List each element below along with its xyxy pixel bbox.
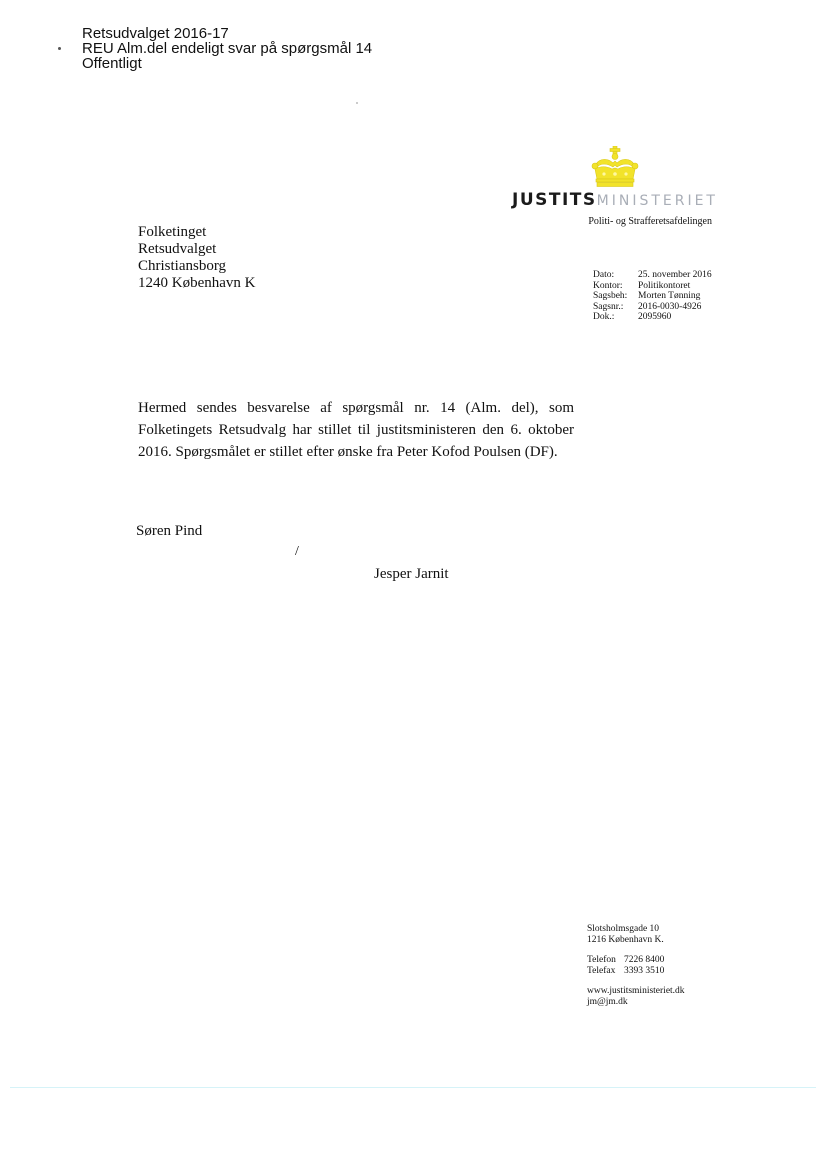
meta-row — [593, 302, 712, 313]
meta-label: Dato: — [593, 270, 615, 280]
recipient-line: 1240 København K — [138, 275, 256, 291]
scan-speck — [356, 102, 358, 104]
ministry-wordmark — [512, 190, 718, 211]
recipient-line: Christiansborg — [138, 258, 227, 274]
meta-label: Sagsbeh: — [593, 291, 628, 301]
department-name: Politi- og Strafferetsafdelingen — [588, 216, 712, 227]
minister-signature: Søren Pind — [136, 523, 203, 539]
document-stamp — [82, 26, 372, 71]
fax-value: 3393 3510 — [624, 966, 665, 976]
stamp-committee: Retsudvalget 2016-17 — [82, 25, 229, 42]
meta-value: 2016-0030-4926 — [638, 301, 702, 312]
signature-separator: / — [295, 544, 299, 559]
ministry-contact — [587, 924, 685, 1008]
meta-row — [593, 270, 712, 281]
email-link[interactable]: jm@jm.dk — [587, 997, 628, 1007]
letter-body: Hermed sendes besvarelse af spørgsmål nr. 14 (Alm. del), som Folketingets Retsudvalg har stillet til justitsministeren den 6. oktober 2016. Spørgsmålet er stillet efter ønske fra Peter Kofod Poulsen (DF). — [138, 400, 574, 460]
meta-label: Kontor: — [593, 280, 623, 291]
fax-row — [587, 966, 685, 977]
official-signature: Jesper Jarnit — [374, 566, 449, 582]
meta-row — [593, 291, 712, 302]
fax-label: Telefax — [587, 966, 616, 976]
meta-value: Morten Tønning — [638, 291, 701, 301]
meta-row — [593, 312, 712, 323]
meta-label: Sagsnr.: — [593, 301, 624, 312]
crown-icon — [590, 146, 640, 188]
stamp-status: Offentligt — [82, 55, 142, 72]
phone-value: 7226 8400 — [624, 955, 665, 965]
address-street: Slotsholmsgade 10 — [587, 924, 660, 934]
meta-row — [593, 281, 712, 292]
recipient-line: Folketinget — [138, 224, 207, 240]
meta-value: 2095960 — [638, 312, 672, 322]
wordmark-light: MINISTERIET — [596, 193, 718, 209]
phone-label: Telefon — [587, 955, 616, 965]
stamp-reference: REU Alm.del endeligt svar på spørgsmål 14 — [82, 40, 373, 57]
page-bottom-rule — [10, 1087, 816, 1088]
meta-label: Dok.: — [593, 312, 615, 322]
recipient-address — [138, 224, 255, 292]
wordmark-bold: JUSTITS — [512, 190, 597, 210]
phone-row — [587, 955, 685, 966]
address-city: 1216 København K. — [587, 935, 664, 945]
scan-speck — [58, 47, 61, 50]
case-metadata — [593, 270, 712, 323]
website-link[interactable]: www.justitsministeriet.dk — [587, 986, 685, 996]
meta-value: Politikontoret — [638, 280, 691, 291]
recipient-line: Retsudvalget — [138, 241, 217, 257]
ministry-logo — [512, 146, 718, 228]
meta-value: 25. november 2016 — [638, 270, 712, 280]
